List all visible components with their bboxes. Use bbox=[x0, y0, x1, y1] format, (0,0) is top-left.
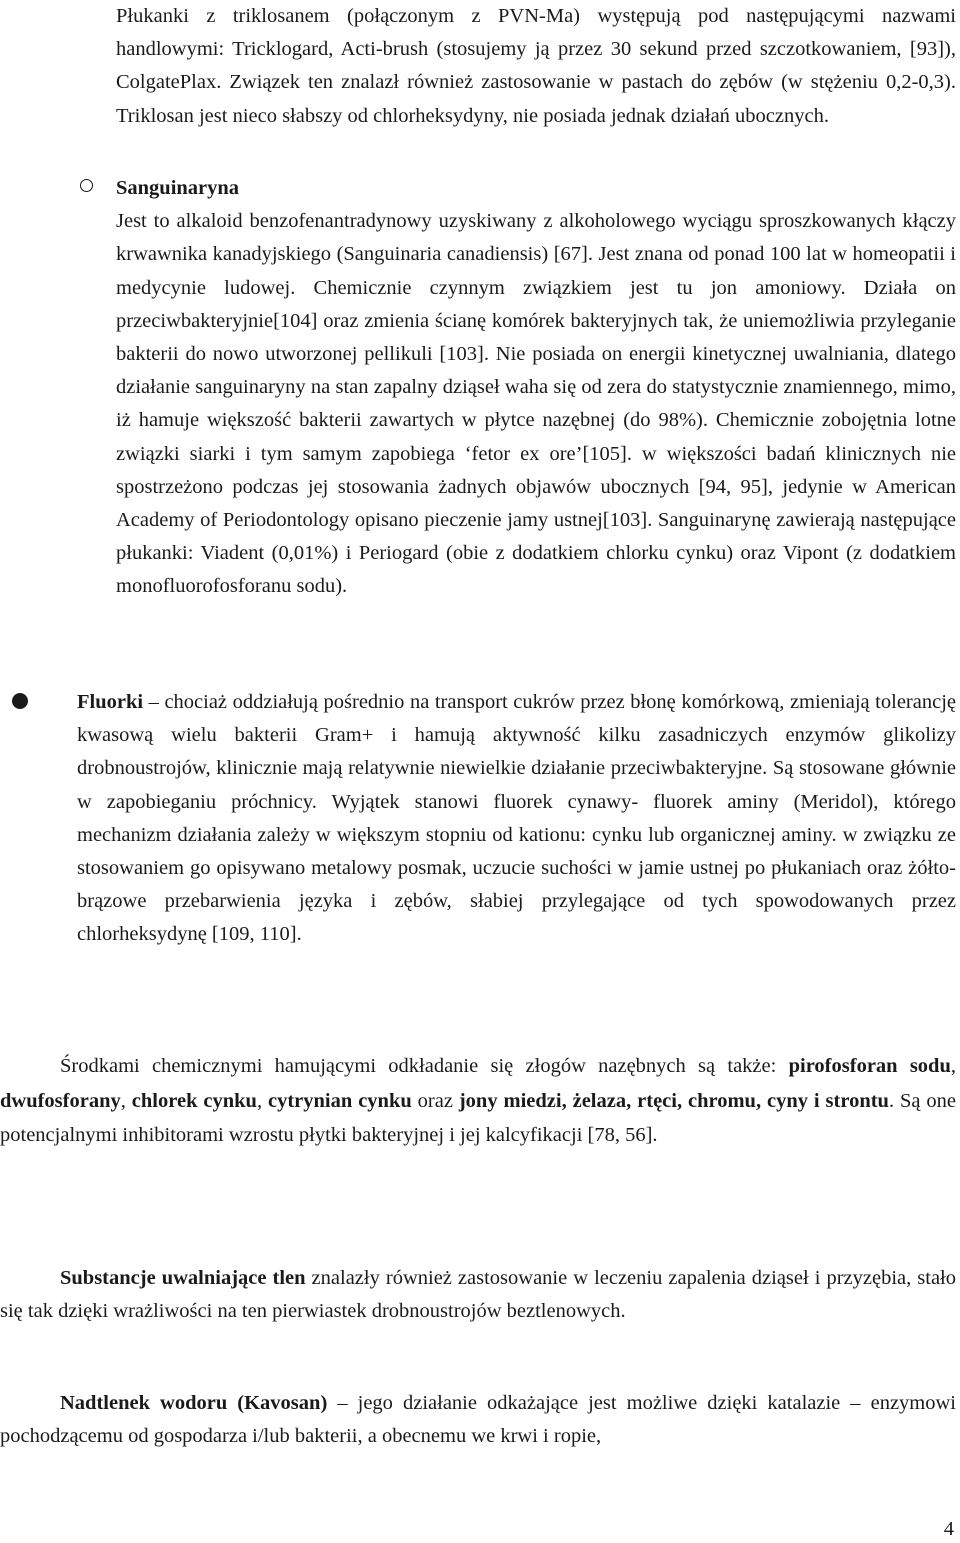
hydrogen-peroxide-section bbox=[0, 1387, 956, 1453]
paragraph-hydrogen-peroxide bbox=[0, 1387, 956, 1453]
chem-sep: , bbox=[120, 1089, 132, 1112]
paragraph-sanguinaryna: Jest to alkaloid benzofenantradynowy uzyskiwany z alkoholowego wyciągu sproszkowanych kłączy krwawnika kanadyjskiego (Sanguinaria canadiensis) [67]. Jest znana od ponad 100 lat w homeopatii i medycynie ludowej. Chemicznie czynnym związkiem jest tu jon amoniowy. Działa on przeciwbakteryjnie[104] oraz zmienia ścianę komórek bakteryjnych tak, że uniemożliwia przyleganie bakterii do nowo utworzonej pellikuli [103]. Nie posiada on energii kinetycznej uwalniania, dlatego działanie sanguinaryny na stan zapalny dziąseł waha się od zera do statystycznie znamiennego, mimo, iż hamuje większość bakterii zawartych w płytce nazębnej (do 98%). Chemicznie zobojętnia lotne związki siarki i tym samym zapobiega ‘fetor ex ore’[105]. w większości badań klinicznych nie spostrzeżono podczas jej stosowania żadnych objawów ubocznych [94, 95], jedynie w American Academy of Periodontology opisano pieczenie jamy ustnej[103]. Sanguinarynę zawierają następujące płukanki: Viadent (0,01%) i Periogard (obie z dodatkiem chlorku cynku) oraz Vipont (z dodatkiem monofluorofosforanu sodu). bbox=[116, 210, 956, 598]
fluorki-text: – chociaż oddziałują pośrednio na transport cukrów przez błonę komórkową, zmieniają tolerancję kwasową wielu bakterii Gram+ i hamują aktywność kilku zasadniczych enzymów glikolizy drobnoustrojów, klinicznie mają relatywnie niewielkie działanie przeciwbakteryjne. Są stosowane głównie w zapobieganiu próchnicy. Wyjątek stanowi fluorek cynawy- fluorek aminy (Meridol), którego mechanizm działania zależy w większym stopniu od kationu: cynku lub organicznej aminy. w związku ze stosowaniem go opisywano metalowy posmak, uczucie suchości w jamie ustnej po płukaniach oraz żółto-brązowe przebarwienia języka i zębów, słabiej przylegające od tych spowodowanych przez chlorheksydynę [109, 110]. bbox=[77, 691, 956, 946]
nad-term: Nadtlenek wodoru (Kavosan) bbox=[60, 1392, 328, 1414]
chem-sep: , bbox=[950, 1055, 956, 1077]
disc-bullet-icon bbox=[12, 693, 28, 709]
chem-rest: . Są one potencjalnymi inhibitorami wzrostu płytki bakteryjnej i jej kalcyfikacji [78, 56]. bbox=[0, 1089, 957, 1147]
paragraph-oxygen-substances bbox=[0, 1262, 956, 1328]
chem-term-chlorek: chlorek cynku bbox=[131, 1089, 257, 1112]
sanguinaryna-section bbox=[116, 172, 956, 604]
paragraph-chemical-agents bbox=[0, 1049, 956, 1153]
fluorki-term: Fluorki bbox=[77, 691, 144, 713]
subst-rest: znalazły również zastosowanie w leczeniu zapalenia dziąseł i przyzębia, stało się tak dzięki wrażliwości na ten pierwiastek drobnoustrojów beztlenowych. bbox=[0, 1267, 956, 1323]
chem-sep: , bbox=[256, 1089, 268, 1112]
chem-intro: Środkami chemicznymi hamującymi odkładanie się złogów nazębnych są także: bbox=[60, 1055, 789, 1077]
paragraph-triklosan: Płukanki z triklosanem (połączonym z PVN-Ma) występują pod następującymi nazwami handlowymi: Tricklogard, Acti-brush (stosujemy ją przez 30 sekund przed szczotkowaniem, [93]), ColgatePlax. Związek ten znalazł również zastosowanie w pastach do zębów (w stężeniu 0,2-0,3). Triklosan jest nieco słabszy od chlorheksydyny, nie posiada jednak działań ubocznych. bbox=[116, 5, 956, 127]
chem-term-dwufosforany: dwufosforany bbox=[0, 1089, 121, 1112]
circle-bullet-icon bbox=[80, 179, 93, 192]
nad-rest: – jego działanie odkażające jest możliwe dzięki katalazie – enzymowi pochodzącemu od gospodarza i/lub bakterii, a obecnemu we krwi i ropie, bbox=[0, 1392, 957, 1448]
page-number: 4 bbox=[943, 1518, 954, 1540]
chem-term-jony: jony miedzi, żelaza, rtęci, chromu, cyny i strontu bbox=[458, 1089, 889, 1112]
chem-term-pirofosforan: pirofosforan sodu bbox=[788, 1055, 951, 1077]
chem-term-cytrynian: cytrynian cynku bbox=[268, 1089, 412, 1112]
subst-term: Substancje uwalniające tlen bbox=[60, 1267, 306, 1289]
fluorki-section bbox=[77, 686, 956, 952]
chemical-agents-section bbox=[0, 1049, 956, 1153]
oxygen-substances-section bbox=[0, 1262, 956, 1328]
chem-sep: oraz bbox=[411, 1089, 459, 1112]
heading-text: Sanguinaryna bbox=[116, 177, 240, 199]
paragraph-fluorki bbox=[77, 686, 956, 952]
sanguinaryna-heading bbox=[116, 172, 956, 205]
triklosan-section bbox=[116, 0, 956, 133]
